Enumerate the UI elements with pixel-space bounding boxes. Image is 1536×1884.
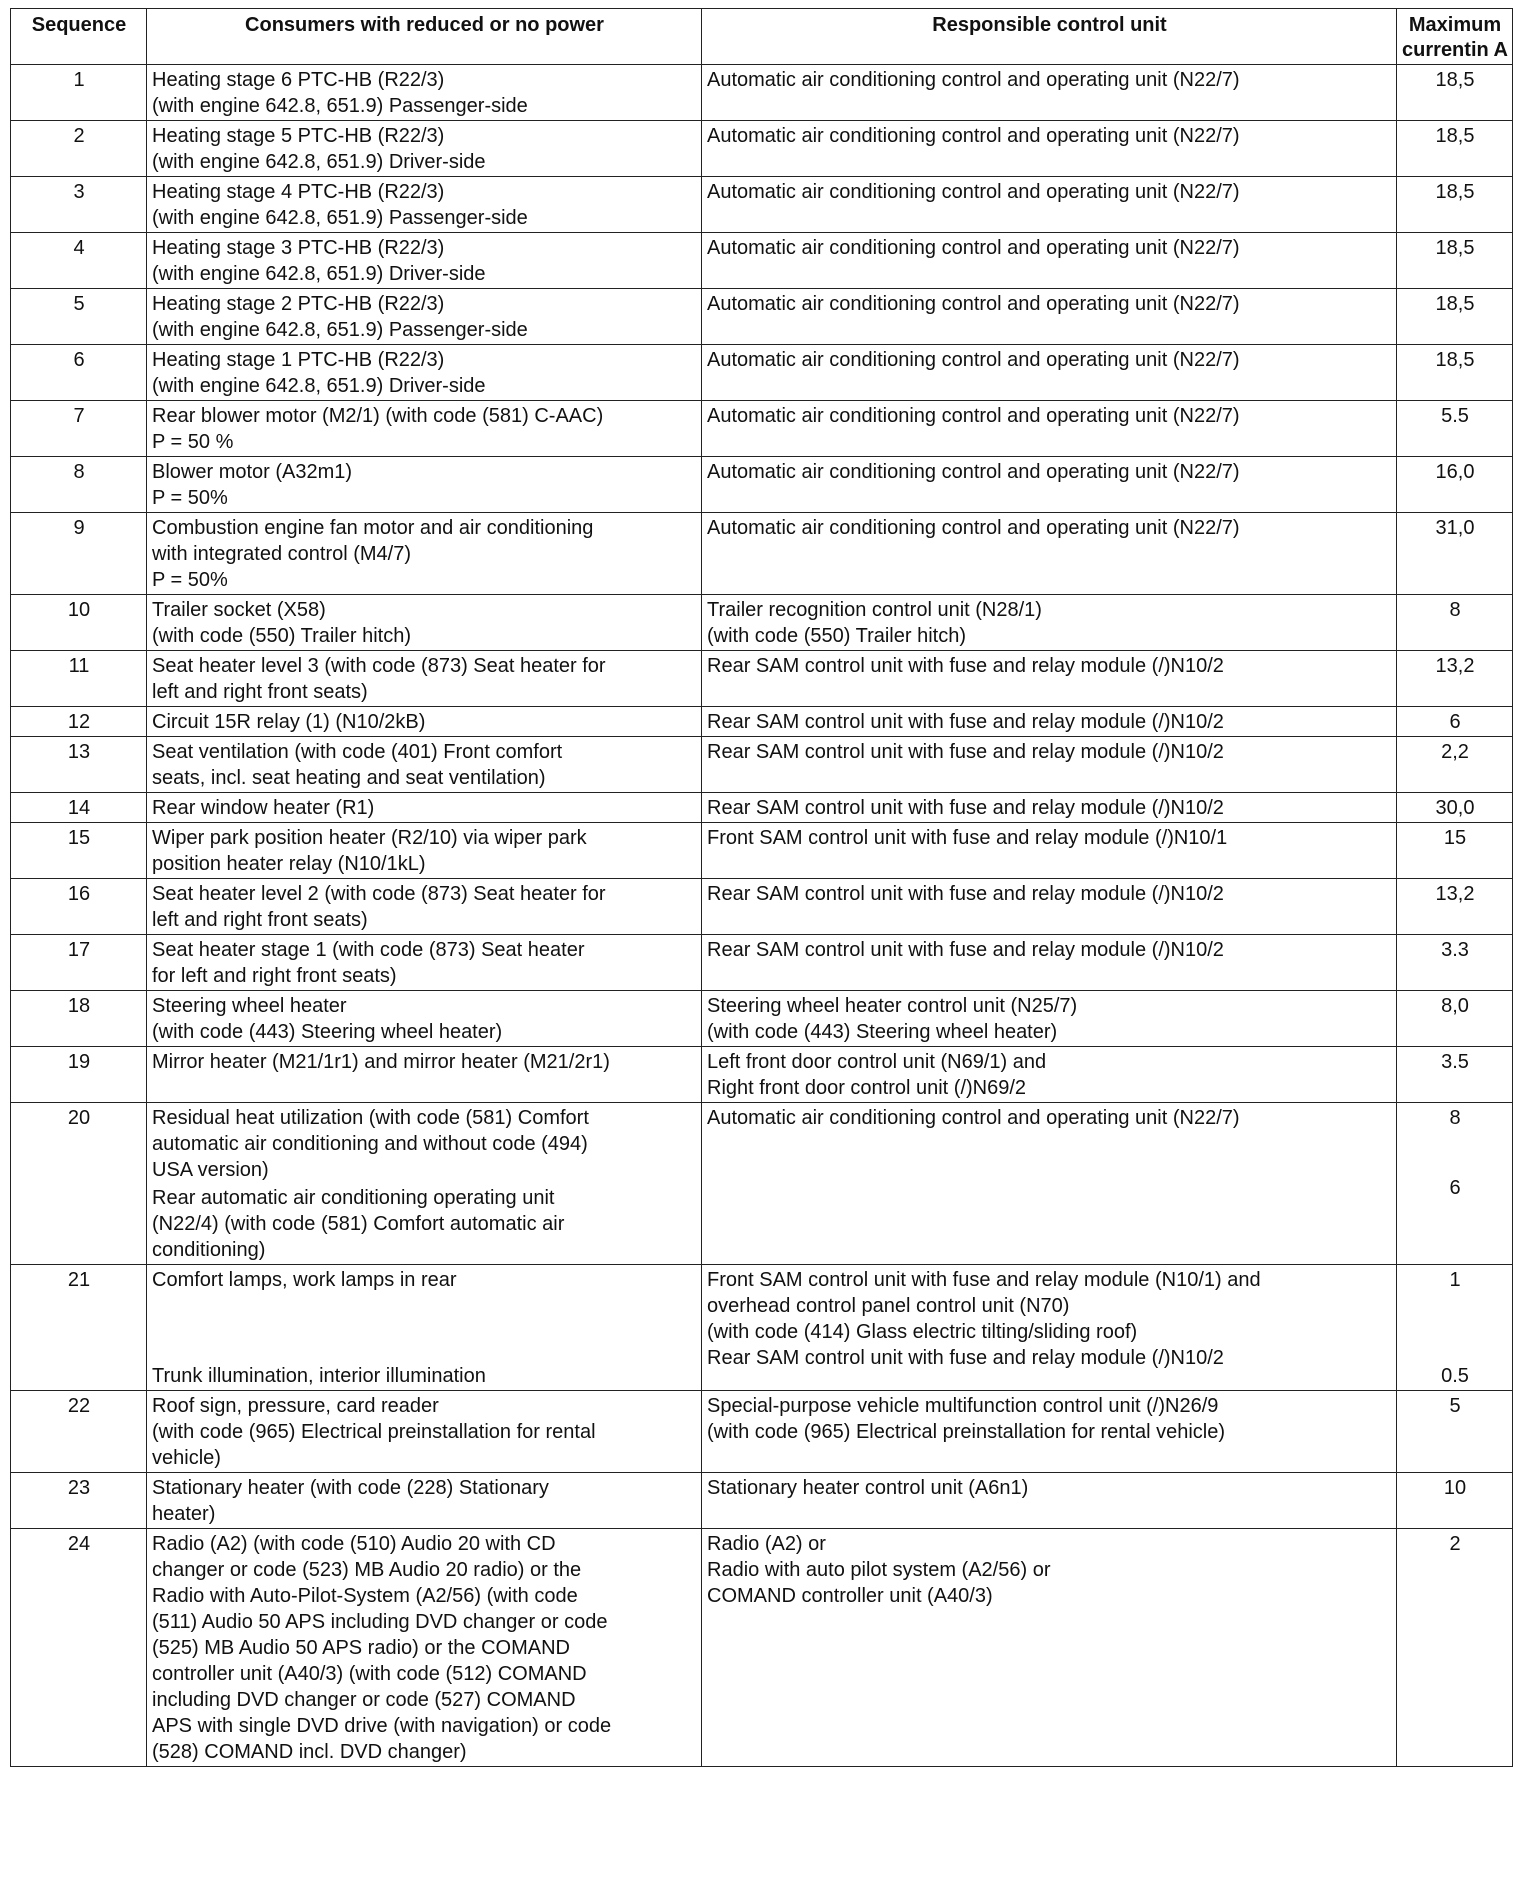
table-row [11,935,1513,991]
cell-spacer [1402,1337,1508,1363]
control-unit-text: Steering wheel heater control unit (N25/7) (with code (443) Steering wheel heater) [707,995,1078,1043]
cell-spacer [152,1293,697,1337]
control-unit-cell [702,1391,1397,1473]
control-unit-text: Left front door control unit (N69/1) and Right front door control unit (/)N69/2 [707,1051,1047,1099]
table-row [11,121,1513,177]
consumer-text: Circuit 15R relay (1) (N10/2kB) [152,711,426,733]
consumer-cell [147,65,702,121]
control-unit-cell [702,879,1397,935]
sequence-cell [11,289,147,345]
table-row [11,513,1513,595]
table-row [11,1391,1513,1473]
sequence-number: 6 [73,349,85,371]
sequence-cell [11,1391,147,1473]
control-unit-text: Radio (A2) or Radio with auto pilot system (A2/56) or COMAND controller unit (A40/3) [707,1533,1051,1607]
max-current-cell [1397,991,1513,1047]
sequence-number: 9 [73,517,85,539]
max-current-cell [1397,737,1513,793]
sequence-cell [11,65,147,121]
control-unit-text: Automatic air conditioning control and operating unit (N22/7) [707,461,1240,483]
sequence-cell [11,1473,147,1529]
max-current-cell [1397,595,1513,651]
max-current-cell [1397,177,1513,233]
max-current-cell [1397,879,1513,935]
sequence-cell [11,1047,147,1103]
consumer-text: Rear window heater (R1) [152,797,375,819]
sequence-cell [11,457,147,513]
max-current-cell [1397,793,1513,823]
max-current-value: 3.3 [1441,939,1469,961]
table-row [11,1047,1513,1103]
control-unit-text: Front SAM control unit with fuse and relay module (N10/1) and overhead control panel control unit (N70) (with code (414) Glass electric tilting/sliding roof) [707,1269,1261,1343]
sequence-number: 2 [73,125,85,147]
sequence-number: 22 [67,1395,91,1417]
header-max-current: Maximum currentin A [1397,9,1513,65]
consumer-cell [147,823,702,879]
max-current-value: 5.5 [1441,405,1469,427]
consumers-table [10,8,1513,1767]
max-current-cell [1397,457,1513,513]
consumer-text: Heating stage 1 PTC-HB (R22/3) (with engine 642.8, 651.9) Driver-side [152,349,486,397]
control-unit-text: Front SAM control unit with fuse and relay module (/)N10/1 [707,827,1228,849]
cell-spacer [1402,1131,1508,1175]
table-row [11,1529,1513,1767]
sequence-cell [11,595,147,651]
control-unit-cell [702,345,1397,401]
table-row [11,595,1513,651]
consumer-text: Wiper park position heater (R2/10) via wiper park position heater relay (N10/1kL) [152,827,587,875]
consumer-cell [147,1047,702,1103]
consumer-cell [147,991,702,1047]
max-current-cell [1397,707,1513,737]
control-unit-cell [702,935,1397,991]
consumer-text: Combustion engine fan motor and air conditioning with integrated control (M4/7) P = 50% [152,517,594,591]
header-sequence: Sequence [11,9,147,65]
max-current-value: 8 [1449,1107,1461,1129]
sequence-cell [11,793,147,823]
table-row [11,793,1513,823]
control-unit-cell [702,1047,1397,1103]
control-unit-cell [702,401,1397,457]
table-row [11,457,1513,513]
control-unit-cell [702,651,1397,707]
header-consumers: Consumers with reduced or no power [147,9,702,65]
sequence-number: 14 [67,797,91,819]
sequence-number: 8 [73,461,85,483]
sequence-cell [11,121,147,177]
control-unit-cell [702,289,1397,345]
consumer-text: Stationary heater (with code (228) Stationary heater) [152,1477,549,1525]
sequence-cell [11,879,147,935]
table-row [11,233,1513,289]
sequence-number: 7 [73,405,85,427]
max-current-value: 13,2 [1435,883,1475,905]
control-unit-text: Rear SAM control unit with fuse and relay module (/)N10/2 [707,741,1224,763]
control-unit-text: Rear SAM control unit with fuse and relay module (/)N10/2 [707,939,1224,961]
max-current-value: 3.5 [1441,1051,1469,1073]
max-current-value: 13,2 [1435,655,1475,677]
table-row [11,707,1513,737]
consumer-cell [147,1529,702,1767]
consumer-text: Radio (A2) (with code (510) Audio 20 with CD changer or code (523) MB Audio 20 radio) or the Radio with Auto-Pilot-System (A2/56) (with code (511) Audio 50 APS including DVD changer or code (525) MB Audio 50 APS radio) or the COMAND controller unit (A40/3) (with code (512) COMAND including DVD changer or code (527) COMAND APS with single DVD drive (with navigation) or code (528) COMAND incl. DVD changer) [152,1533,612,1763]
sequence-number: 4 [73,237,85,259]
max-current-cell [1397,345,1513,401]
control-unit-cell [702,823,1397,879]
control-unit-cell [702,121,1397,177]
table-row [11,991,1513,1047]
table-row [11,289,1513,345]
sequence-cell [11,737,147,793]
control-unit-cell [702,513,1397,595]
sequence-number: 12 [67,711,91,733]
control-unit-text: Automatic air conditioning control and operating unit (N22/7) [707,181,1240,203]
table-row [11,177,1513,233]
control-unit-text: Rear SAM control unit with fuse and relay module (/)N10/2 [707,655,1224,677]
control-unit-text: Rear SAM control unit with fuse and relay module (/)N10/2 [707,711,1224,733]
sequence-cell [11,177,147,233]
max-current-value: 6 [1449,711,1461,733]
consumer-cell [147,1473,702,1529]
consumer-cell [147,1103,702,1265]
max-current-cell [1397,935,1513,991]
control-unit-cell [702,595,1397,651]
table-body [11,65,1513,1767]
control-unit-cell [702,177,1397,233]
control-unit-cell [702,737,1397,793]
consumer-text-secondary: Trunk illumination, interior illumination [152,1365,486,1387]
control-unit-text: Stationary heater control unit (A6n1) [707,1477,1029,1499]
consumer-cell [147,457,702,513]
sequence-number: 5 [73,293,85,315]
sequence-number: 10 [67,599,91,621]
control-unit-text: Automatic air conditioning control and operating unit (N22/7) [707,69,1240,91]
consumer-cell [147,1265,702,1391]
table-row [11,651,1513,707]
max-current-value-secondary: 6 [1449,1177,1461,1199]
max-current-cell [1397,823,1513,879]
consumer-cell [147,879,702,935]
consumer-text: Heating stage 3 PTC-HB (R22/3) (with engine 642.8, 651.9) Driver-side [152,237,486,285]
sequence-number: 19 [67,1051,91,1073]
header-row [11,9,1513,65]
sequence-number: 13 [67,741,91,763]
sequence-cell [11,513,147,595]
consumer-text: Seat heater level 2 (with code (873) Seat heater for left and right front seats) [152,883,606,931]
table-row [11,1473,1513,1529]
table-row [11,737,1513,793]
sequence-number: 11 [68,655,90,677]
control-unit-cell [702,793,1397,823]
sequence-cell [11,233,147,289]
max-current-value: 15 [1443,827,1467,849]
max-current-value: 18,5 [1435,293,1475,315]
control-unit-text: Trailer recognition control unit (N28/1) (with code (550) Trailer hitch) [707,599,1042,647]
consumer-cell [147,793,702,823]
max-current-value: 2 [1449,1533,1461,1555]
consumer-text: Rear blower motor (M2/1) (with code (581) C-AAC) P = 50 % [152,405,604,453]
control-unit-cell [702,991,1397,1047]
sequence-cell [11,1265,147,1391]
max-current-cell [1397,513,1513,595]
max-current-cell [1397,1473,1513,1529]
max-current-value: 30,0 [1435,797,1475,819]
consumer-text: Heating stage 5 PTC-HB (R22/3) (with engine 642.8, 651.9) Driver-side [152,125,486,173]
control-unit-cell [702,233,1397,289]
consumer-text: Steering wheel heater (with code (443) Steering wheel heater) [152,995,503,1043]
max-current-cell [1397,651,1513,707]
control-unit-text: Automatic air conditioning control and operating unit (N22/7) [707,293,1240,315]
max-current-value: 18,5 [1435,349,1475,371]
table-row [11,65,1513,121]
table-row [11,879,1513,935]
max-current-value: 18,5 [1435,125,1475,147]
control-unit-cell [702,457,1397,513]
sequence-cell [11,651,147,707]
document-page [10,8,1513,1767]
sequence-cell [11,707,147,737]
table-row [11,345,1513,401]
control-unit-cell [702,1265,1397,1391]
max-current-cell [1397,1265,1513,1391]
control-unit-cell [702,1529,1397,1767]
max-current-cell [1397,1391,1513,1473]
table-row [11,823,1513,879]
max-current-value: 31,0 [1435,517,1475,539]
consumer-text: Seat heater level 3 (with code (873) Seat heater for left and right front seats) [152,655,606,703]
sequence-number: 21 [67,1269,91,1291]
control-unit-text: Automatic air conditioning control and operating unit (N22/7) [707,405,1240,427]
sequence-number: 16 [67,883,91,905]
max-current-value: 18,5 [1435,69,1475,91]
max-current-cell [1397,1103,1513,1265]
consumer-text: Roof sign, pressure, card reader (with code (965) Electrical preinstallation for rental vehicle) [152,1395,596,1469]
consumer-cell [147,289,702,345]
consumer-text-secondary: Rear automatic air conditioning operating unit (N22/4) (with code (581) Comfort automatic air conditioning) [152,1187,565,1261]
control-unit-text: Automatic air conditioning control and operating unit (N22/7) [707,1107,1240,1129]
control-unit-cell [702,707,1397,737]
sequence-cell [11,823,147,879]
sequence-cell [11,345,147,401]
sequence-cell [11,401,147,457]
max-current-cell [1397,289,1513,345]
max-current-value: 5 [1449,1395,1461,1417]
consumer-cell [147,345,702,401]
cell-spacer [1402,1293,1508,1337]
header-control-unit: Responsible control unit [702,9,1397,65]
max-current-value: 18,5 [1435,237,1475,259]
max-current-value: 10 [1443,1477,1467,1499]
sequence-cell [11,1103,147,1265]
consumer-cell [147,737,702,793]
max-current-value: 1 [1449,1269,1461,1291]
consumer-cell [147,707,702,737]
sequence-number: 24 [67,1533,91,1555]
control-unit-text: Rear SAM control unit with fuse and relay module (/)N10/2 [707,883,1224,905]
consumer-cell [147,651,702,707]
consumer-text: Heating stage 4 PTC-HB (R22/3) (with engine 642.8, 651.9) Passenger-side [152,181,528,229]
consumer-text: Heating stage 2 PTC-HB (R22/3) (with engine 642.8, 651.9) Passenger-side [152,293,528,341]
control-unit-text: Automatic air conditioning control and operating unit (N22/7) [707,125,1240,147]
table-row [11,401,1513,457]
control-unit-cell [702,1103,1397,1265]
consumer-cell [147,121,702,177]
max-current-value: 16,0 [1435,461,1475,483]
consumer-cell [147,401,702,457]
sequence-number: 20 [67,1107,91,1129]
sequence-number: 1 [73,69,85,91]
consumer-cell [147,233,702,289]
consumer-text: Comfort lamps, work lamps in rear [152,1269,457,1291]
control-unit-text-secondary: Rear SAM control unit with fuse and relay module (/)N10/2 [707,1347,1224,1369]
sequence-number: 17 [67,939,91,961]
control-unit-text: Special-purpose vehicle multifunction control unit (/)N26/9 (with code (965) Electrical preinstallation for rental vehicle) [707,1395,1226,1443]
max-current-value-secondary: 0.5 [1441,1365,1469,1387]
consumer-cell [147,513,702,595]
consumer-text: Trailer socket (X58) (with code (550) Trailer hitch) [152,599,411,647]
max-current-cell [1397,65,1513,121]
consumer-cell [147,177,702,233]
max-current-cell [1397,1529,1513,1767]
max-current-value: 8,0 [1441,995,1469,1017]
cell-spacer [152,1337,697,1363]
max-current-cell [1397,121,1513,177]
consumer-text: Residual heat utilization (with code (581) Comfort automatic air conditioning and without code (494) USA version) [152,1107,589,1181]
max-current-value: 18,5 [1435,181,1475,203]
control-unit-text: Rear SAM control unit with fuse and relay module (/)N10/2 [707,797,1224,819]
control-unit-cell [702,1473,1397,1529]
sequence-cell [11,1529,147,1767]
consumer-text: Mirror heater (M21/1r1) and mirror heater (M21/2r1) [152,1051,610,1073]
max-current-value: 8 [1449,599,1461,621]
table-row [11,1265,1513,1391]
max-current-cell [1397,1047,1513,1103]
control-unit-text: Automatic air conditioning control and operating unit (N22/7) [707,349,1240,371]
control-unit-cell [702,65,1397,121]
consumer-text: Seat heater stage 1 (with code (873) Seat heater for left and right front seats) [152,939,585,987]
consumer-cell [147,935,702,991]
consumer-text: Blower motor (A32m1) P = 50% [152,461,353,509]
consumer-cell [147,595,702,651]
control-unit-text: Automatic air conditioning control and operating unit (N22/7) [707,517,1240,539]
consumer-cell [147,1391,702,1473]
consumer-text: Seat ventilation (with code (401) Front comfort seats, incl. seat heating and seat ventilation) [152,741,563,789]
sequence-number: 18 [67,995,91,1017]
max-current-cell [1397,233,1513,289]
sequence-number: 3 [73,181,85,203]
max-current-cell [1397,401,1513,457]
sequence-cell [11,991,147,1047]
sequence-cell [11,935,147,991]
table-row [11,1103,1513,1265]
control-unit-text: Automatic air conditioning control and operating unit (N22/7) [707,237,1240,259]
consumer-text: Heating stage 6 PTC-HB (R22/3) (with engine 642.8, 651.9) Passenger-side [152,69,528,117]
sequence-number: 23 [67,1477,91,1499]
max-current-value: 2,2 [1441,741,1469,763]
sequence-number: 15 [67,827,91,849]
